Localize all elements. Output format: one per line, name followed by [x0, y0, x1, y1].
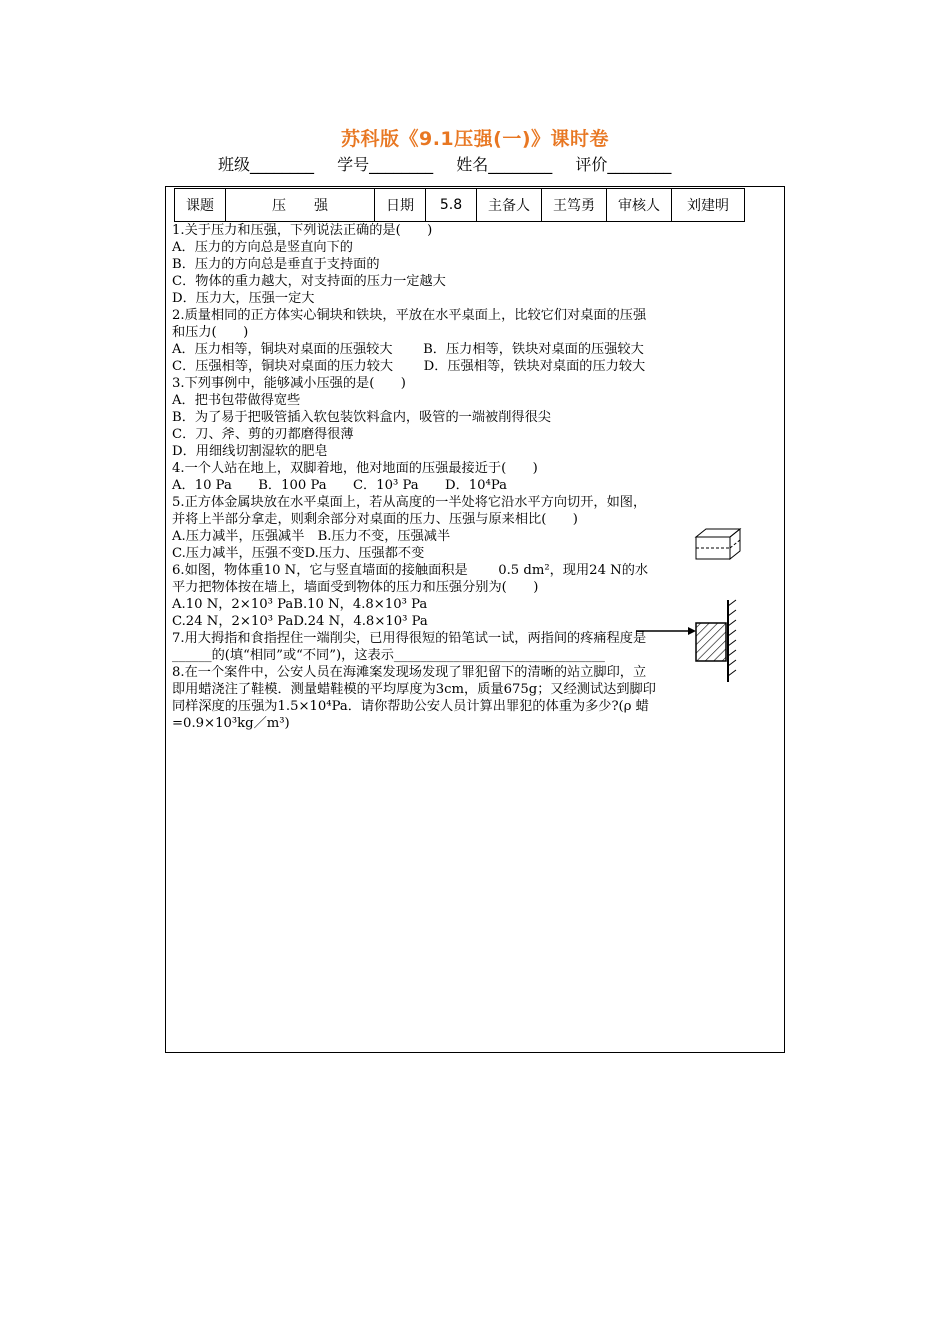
question-5-cont: 并将上半部分拿走，则剩余部分对桌面的压力、压强与原来相比( ): [172, 512, 578, 527]
question-5-options-cd: C.压力减半，压强不变D.压力、压强都不变: [172, 546, 425, 561]
question-6-options-cd: C.24 N，2×10³ PaD.24 N，4.8×10³ Pa: [172, 614, 428, 629]
preparer-value: 王笃勇: [542, 189, 607, 222]
question-1-option-a: A．压力的方向总是竖直向下的: [172, 240, 353, 255]
cube-figure: [694, 527, 746, 561]
question-2-cont: 和压力( ): [172, 325, 249, 340]
question-3-option-d: D．用细线切割湿软的肥皂: [172, 444, 328, 459]
question-3-option-b: B．为了易于把吸管插入软包装饮料盒内，吸管的一端被削得很尖: [172, 410, 551, 425]
question-2-options-ab: A．压力相等，铜块对桌面的压强较大 B．压力相等，铁块对桌面的压强较大: [172, 342, 644, 357]
question-5: 5.正方体金属块放在水平桌面上，若从高度的一半处将它沿水平方向切开，如图，: [172, 495, 647, 510]
reviewer-label: 审核人: [607, 189, 672, 222]
question-6-cont: 平力把物体按在墙上，墙面受到物体的压力和压强分别为( ): [172, 580, 539, 595]
topic-value: 压 强: [226, 189, 375, 222]
header-table: [174, 188, 745, 222]
question-1-option-c: C．物体的重力越大，对支持面的压力一定越大: [172, 274, 446, 289]
question-5-options-ab: A.压力减半，压强减半 B.压力不变，压强减半: [172, 529, 451, 544]
preparer-label: 主备人: [477, 189, 542, 222]
question-4-options: A．10 Pa B．100 Pa C．10³ Pa D．10⁴Pa: [172, 478, 507, 493]
question-4: 4.一个人站在地上，双脚着地，他对地面的压强最接近于( ): [172, 461, 538, 476]
class-field[interactable]: 班级________: [218, 155, 315, 174]
question-1-option-d: D．压力大，压强一定大: [172, 291, 315, 306]
date-value: 5.8: [426, 189, 477, 222]
topic-label: 课题: [175, 189, 226, 222]
question-3: 3.下列事例中，能够减小压强的是( ): [172, 376, 406, 391]
question-2: 2.质量相同的正方体实心铜块和铁块，平放在水平桌面上，比较它们对桌面的压强: [172, 308, 647, 323]
question-6: 6.如图，物体重10 N，它与竖直墙面的接触面积是 0.5 dm²，现用24 N的水: [172, 563, 649, 578]
student-id-field[interactable]: 学号________: [337, 155, 434, 174]
question-1: 1.关于压力和压强，下列说法正确的是( ): [172, 223, 433, 238]
question-3-option-c: C．刀、斧、剪的刃都磨得很薄: [172, 427, 354, 442]
question-7-cont: ______的(填“相同”或“不同”)，这表示________________________________: [172, 648, 605, 663]
evaluation-field[interactable]: 评价________: [575, 155, 672, 174]
question-8-line-4: =0.9×10³kg／m³): [172, 716, 290, 731]
page-title: 苏科版《9.1压强(一)》课时卷: [340, 128, 610, 150]
question-7: 7.用大拇指和食指捏住一端削尖，已用得很短的铅笔试一试，两指间的疼痛程度是: [172, 631, 647, 646]
question-2-options-cd: C．压强相等，铜块对桌面的压力较大 D．压强相等，铁块对桌面的压力较大: [172, 359, 646, 374]
name-field[interactable]: 姓名________: [456, 155, 553, 174]
question-8-line-2: 即用蜡浇注了鞋模．测量蜡鞋模的平均厚度为3cm，质量675g；又经测试达到脚印: [172, 682, 656, 697]
wall-force-figure: [632, 598, 742, 684]
date-label: 日期: [375, 189, 426, 222]
question-3-option-a: A．把书包带做得宽些: [172, 393, 301, 408]
reviewer-value: 刘建明: [672, 189, 745, 222]
question-8-line-3: 同样深度的压强为1.5×10⁴Pa．请你帮助公安人员计算出罪犯的体重为多少?(ρ 蜡: [172, 699, 649, 714]
student-info-line: [218, 152, 673, 175]
question-1-option-b: B．压力的方向总是垂直于支持面的: [172, 257, 380, 272]
header-row: [175, 189, 745, 222]
question-8: 8.在一个案件中，公安人员在海滩案发现场发现了罪犯留下的清晰的站立脚印，立: [172, 665, 647, 680]
question-6-options-ab: A.10 N，2×10³ PaB.10 N，4.8×10³ Pa: [172, 597, 428, 612]
